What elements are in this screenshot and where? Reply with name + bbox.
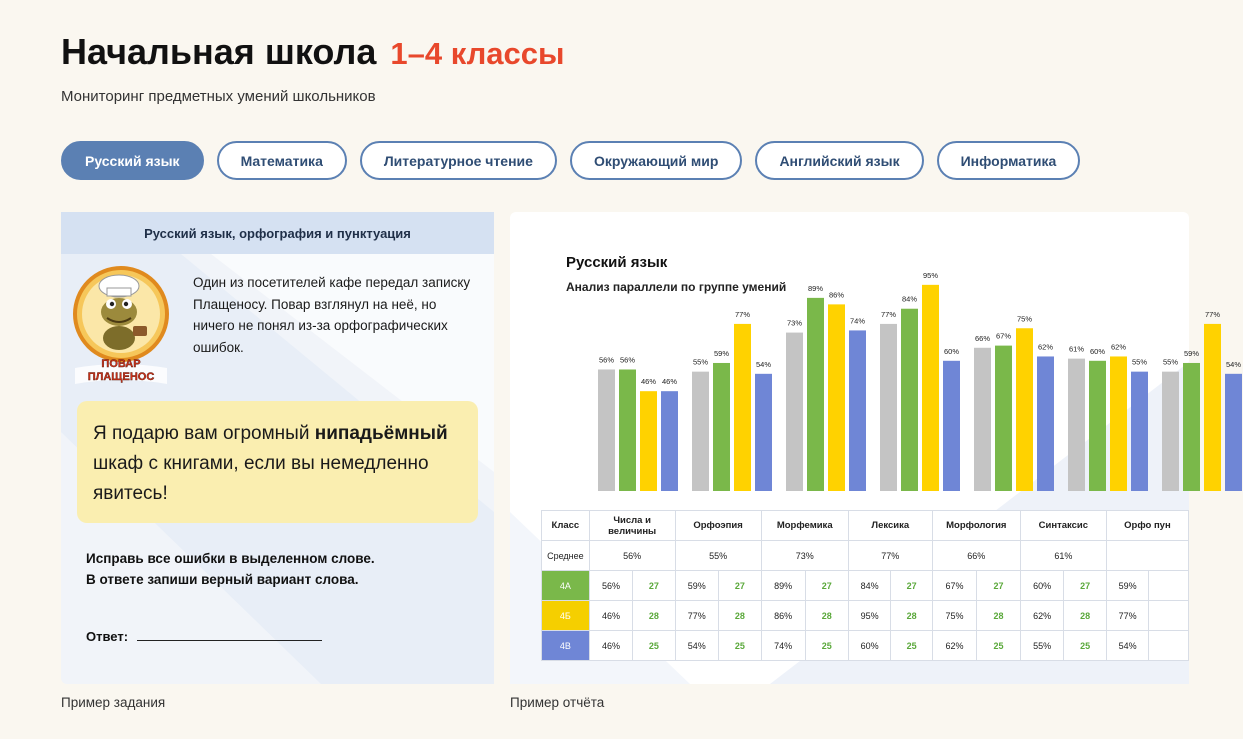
bar-value-label: 59%	[713, 348, 730, 358]
task-quote	[77, 401, 478, 523]
tab-russian[interactable]: Русский язык	[61, 141, 204, 180]
count-cell: 28	[633, 601, 675, 631]
bar-value-label: 77%	[734, 309, 751, 319]
count-cell: 28	[1064, 601, 1107, 631]
answer-field	[86, 629, 322, 644]
count-cell: 25	[719, 631, 762, 661]
average-cell: 77%	[848, 541, 932, 571]
average-cell: 56%	[589, 541, 675, 571]
percent-cell: 60%	[1020, 571, 1064, 601]
report-subtitle: Анализ параллели по группе умений	[566, 280, 787, 294]
count-cell: 27	[719, 571, 762, 601]
bar-value-label: 77%	[1204, 309, 1221, 319]
bar	[1089, 361, 1106, 491]
column-header: Морфемика	[761, 511, 848, 541]
percent-cell: 54%	[1106, 631, 1148, 661]
svg-text:ПОВАР: ПОВАР	[101, 358, 141, 370]
bar-value-label: 67%	[995, 331, 1012, 341]
column-header: Лексика	[848, 511, 932, 541]
bar-value-label: 61%	[1068, 344, 1085, 354]
count-cell	[1149, 571, 1189, 601]
percent-cell: 84%	[848, 571, 891, 601]
bar-value-label: 73%	[786, 318, 803, 328]
bar	[943, 361, 960, 491]
percent-cell: 75%	[932, 601, 976, 631]
tab-informatics[interactable]: Информатика	[937, 141, 1081, 180]
report-table	[541, 510, 1189, 661]
percent-cell: 77%	[1106, 601, 1148, 631]
count-cell: 28	[805, 601, 848, 631]
task-example-card	[61, 212, 494, 684]
average-cell: 66%	[932, 541, 1020, 571]
bar-value-label: 55%	[692, 357, 709, 367]
count-cell: 25	[891, 631, 932, 661]
percent-cell: 46%	[589, 631, 632, 661]
bar	[734, 324, 751, 491]
bar-value-label: 75%	[1016, 314, 1033, 324]
percent-cell: 56%	[589, 571, 632, 601]
bar	[849, 330, 866, 491]
page-subtitle: Мониторинг предметных умений школьников	[61, 88, 376, 105]
count-cell: 25	[805, 631, 848, 661]
table-row-average	[542, 541, 1189, 571]
quote-highlighted-word: нипадьёмный	[314, 423, 448, 444]
average-cell	[1106, 541, 1188, 571]
task-instruction	[86, 548, 375, 590]
bar	[1183, 363, 1200, 491]
bar	[619, 369, 636, 491]
bar-value-label: 54%	[1225, 359, 1242, 369]
count-cell: 27	[891, 571, 932, 601]
tab-literature[interactable]: Литературное чтение	[360, 141, 557, 180]
bar-value-label: 55%	[1162, 357, 1179, 367]
count-cell: 27	[1064, 571, 1107, 601]
bar-value-label: 55%	[1131, 357, 1148, 367]
report-caption: Пример отчёта	[510, 695, 605, 710]
column-header: Числа и величины	[589, 511, 675, 541]
percent-cell: 77%	[675, 601, 719, 631]
bar-value-label: 60%	[943, 346, 960, 356]
class-header: Класс	[542, 511, 590, 541]
percent-cell: 60%	[848, 631, 891, 661]
table-header-row	[542, 511, 1189, 541]
subject-tabs	[61, 141, 1080, 180]
count-cell: 28	[891, 601, 932, 631]
task-text: Один из посетителей кафе передал записку Плащеносу. Повар взглянул на неё, но ничего не понял из-за орфографических ошибок.	[193, 275, 471, 355]
count-cell: 25	[977, 631, 1021, 661]
skills-bar-chart	[510, 212, 1242, 502]
column-header: Морфология	[932, 511, 1020, 541]
svg-text:ПЛАЩЕНОС: ПЛАЩЕНОС	[87, 371, 155, 383]
bar	[786, 333, 803, 491]
column-header: Синтаксис	[1020, 511, 1106, 541]
bar-value-label: 56%	[619, 355, 636, 365]
answer-label: Ответ:	[86, 629, 129, 644]
quote-part-1: Я подарю вам огромный	[93, 423, 315, 444]
bar	[1037, 356, 1054, 491]
percent-cell: 59%	[1106, 571, 1148, 601]
page-title-accent: 1–4 классы	[390, 36, 565, 71]
answer-line[interactable]	[137, 640, 322, 641]
count-cell: 28	[719, 601, 762, 631]
bar	[755, 374, 772, 491]
percent-cell: 62%	[932, 631, 976, 661]
bar	[1162, 372, 1179, 491]
bar-value-label: 54%	[755, 359, 772, 369]
class-cell: 4Б	[542, 601, 590, 631]
quote-part-2: шкаф с книгами, если вы немедленно явитесь!	[93, 453, 429, 504]
table-row	[542, 631, 1189, 661]
bar-value-label: 77%	[880, 309, 897, 319]
average-cell: 73%	[761, 541, 848, 571]
percent-cell: 89%	[761, 571, 805, 601]
count-cell: 27	[977, 571, 1021, 601]
bar-value-label: 84%	[901, 294, 918, 304]
bar-value-label: 59%	[1183, 348, 1200, 358]
bar	[1110, 356, 1127, 491]
class-cell: 4А	[542, 571, 590, 601]
table-row	[542, 601, 1189, 631]
percent-cell: 95%	[848, 601, 891, 631]
bar	[713, 363, 730, 491]
bar-value-label: 74%	[849, 316, 866, 326]
task-header: Русский язык, орфография и пунктуация	[61, 212, 494, 254]
bar-value-label: 46%	[661, 377, 678, 387]
count-cell: 27	[805, 571, 848, 601]
average-cell: 55%	[675, 541, 761, 571]
bar	[901, 309, 918, 491]
report-title: Русский язык	[566, 254, 668, 271]
bar-value-label: 60%	[1089, 346, 1106, 356]
table-row	[542, 571, 1189, 601]
count-cell: 27	[633, 571, 675, 601]
bar	[1225, 374, 1242, 491]
bar	[807, 298, 824, 491]
bar	[661, 391, 678, 491]
chef-frog-logo	[71, 262, 171, 386]
tab-world[interactable]: Окружающий мир	[570, 141, 743, 180]
count-cell: 25	[1064, 631, 1107, 661]
bar-value-label: 56%	[598, 355, 615, 365]
tab-english[interactable]: Английский язык	[755, 141, 923, 180]
count-cell: 25	[633, 631, 675, 661]
bar	[1204, 324, 1221, 491]
page-title	[61, 31, 564, 73]
percent-cell: 54%	[675, 631, 719, 661]
percent-cell: 55%	[1020, 631, 1064, 661]
bar	[640, 391, 657, 491]
bar-value-label: 46%	[640, 377, 657, 387]
task-caption: Пример задания	[61, 695, 166, 710]
column-header: Орфо пун	[1106, 511, 1188, 541]
bar-value-label: 86%	[828, 290, 845, 300]
bar	[1131, 372, 1148, 491]
average-cell: 61%	[1020, 541, 1106, 571]
percent-cell: 62%	[1020, 601, 1064, 631]
column-header: Орфоэпия	[675, 511, 761, 541]
percent-cell: 46%	[589, 601, 632, 631]
percent-cell: 86%	[761, 601, 805, 631]
percent-cell: 67%	[932, 571, 976, 601]
tab-math[interactable]: Математика	[217, 141, 347, 180]
bar-value-label: 95%	[922, 270, 939, 280]
percent-cell: 59%	[675, 571, 719, 601]
bar	[598, 369, 615, 491]
bar-value-label: 89%	[807, 283, 824, 293]
bar	[922, 285, 939, 491]
instruction-line-1: Исправь все ошибки в выделенном слове.	[86, 551, 375, 566]
count-cell: 28	[977, 601, 1021, 631]
count-cell	[1149, 631, 1189, 661]
report-example-card	[510, 212, 1242, 684]
bar	[692, 372, 709, 491]
instruction-line-2: В ответе запиши верный вариант слова.	[86, 572, 359, 587]
bar	[880, 324, 897, 491]
bar-value-label: 62%	[1110, 342, 1127, 352]
bar-value-label: 66%	[974, 333, 991, 343]
class-cell: 4В	[542, 631, 590, 661]
bar	[828, 304, 845, 491]
page-title-main: Начальная школа	[61, 31, 377, 72]
bar-value-label: 62%	[1037, 342, 1054, 352]
bar	[995, 346, 1012, 491]
bar	[1016, 328, 1033, 491]
percent-cell: 74%	[761, 631, 805, 661]
bar	[1068, 359, 1085, 491]
average-label: Среднее	[542, 541, 590, 571]
count-cell	[1149, 601, 1189, 631]
bar	[974, 348, 991, 491]
